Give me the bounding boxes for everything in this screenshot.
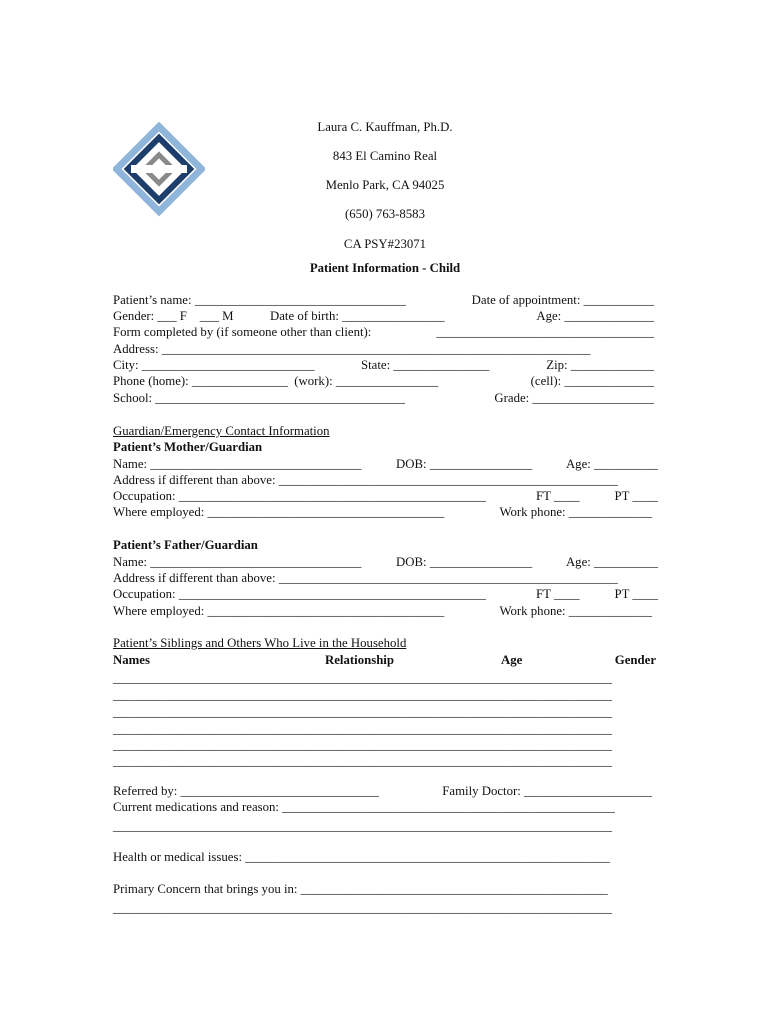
phone-number: (650) 763-8583 <box>345 207 425 221</box>
date-of-birth-field[interactable]: Date of birth: ________________ <box>270 309 445 323</box>
col-header-age: Age <box>501 653 523 667</box>
guardian-section-heading: Guardian/Emergency Contact Information <box>113 424 330 438</box>
grade-field[interactable]: Grade: ___________________ <box>494 391 654 405</box>
concern-continuation-line[interactable]: ______________________________________________________________________________ <box>113 901 613 915</box>
father-heading: Patient’s Father/Guardian <box>113 538 258 552</box>
family-doctor-field[interactable]: Family Doctor: ____________________ <box>442 784 652 798</box>
current-medications-field[interactable]: Current medications and reason: ____________________________________________________ <box>113 800 615 814</box>
license-number: CA PSY#23071 <box>343 237 427 251</box>
age-field[interactable]: Age: ______________ <box>536 309 654 323</box>
mother-name-field[interactable]: Name: _________________________________ <box>113 457 362 471</box>
phone-home-work-field[interactable]: Phone (home): _______________ (work): ________________ <box>113 374 439 388</box>
father-address-field[interactable]: Address if different than above: _____________________________________________________ <box>113 571 618 585</box>
col-header-names: Names <box>113 653 150 667</box>
zip-field[interactable]: Zip: _____________ <box>546 358 654 372</box>
mother-pt-field[interactable]: PT ____ <box>614 489 658 503</box>
father-work-phone-field[interactable]: Work phone: _____________ <box>499 604 652 618</box>
city-field[interactable]: City: ___________________________ <box>113 358 315 372</box>
sibling-row-line[interactable]: ______________________________________________________________________________ <box>113 671 613 685</box>
address-field[interactable]: Address: ___________________________________________________________________ <box>113 342 591 356</box>
father-pt-field[interactable]: PT ____ <box>614 587 658 601</box>
mother-age-field[interactable]: Age: __________ <box>565 457 658 471</box>
mother-employer-field[interactable]: Where employed: _____________________________________ <box>113 505 445 519</box>
father-dob-field[interactable]: DOB: ________________ <box>396 555 533 569</box>
mother-ft-field[interactable]: FT ____ <box>536 489 580 503</box>
sibling-row-line[interactable]: ______________________________________________________________________________ <box>113 722 613 736</box>
father-employer-field[interactable]: Where employed: _____________________________________ <box>113 604 445 618</box>
mother-address-field[interactable]: Address if different than above: _____________________________________________________ <box>113 473 618 487</box>
street-address: 843 El Camino Real <box>332 149 438 163</box>
phone-cell-field[interactable]: (cell): ______________ <box>530 374 654 388</box>
father-name-field[interactable]: Name: _________________________________ <box>113 555 362 569</box>
form-title: Patient Information - Child <box>309 261 461 275</box>
sibling-row-line[interactable]: ______________________________________________________________________________ <box>113 705 613 719</box>
practitioner-name: Laura C. Kauffman, Ph.D. <box>317 120 453 134</box>
state-field[interactable]: State: _______________ <box>361 358 490 372</box>
siblings-section-heading: Patient’s Siblings and Others Who Live in the Household <box>113 636 407 650</box>
mother-dob-field[interactable]: DOB: ________________ <box>396 457 533 471</box>
col-header-relationship: Relationship <box>325 653 394 667</box>
gender-field[interactable]: Gender: ___ F ___ M <box>113 309 234 323</box>
patient-name-field[interactable]: Patient’s name: _________________________________ <box>113 293 406 307</box>
primary-concern-field[interactable]: Primary Concern that brings you in: ________________________________________________ <box>113 882 608 896</box>
mother-occupation-field[interactable]: Occupation: ________________________________________________ <box>113 489 486 503</box>
medications-continuation-line[interactable]: ______________________________________________________________________________ <box>113 819 613 833</box>
practice-logo <box>113 121 205 217</box>
father-ft-field[interactable]: FT ____ <box>536 587 580 601</box>
sibling-row-line[interactable]: ______________________________________________________________________________ <box>113 688 613 702</box>
father-occupation-field[interactable]: Occupation: ________________________________________________ <box>113 587 486 601</box>
mother-work-phone-field[interactable]: Work phone: _____________ <box>499 505 652 519</box>
col-header-gender: Gender <box>614 653 656 667</box>
mother-heading: Patient’s Mother/Guardian <box>113 440 263 454</box>
father-age-field[interactable]: Age: __________ <box>565 555 658 569</box>
sibling-row-line[interactable]: ______________________________________________________________________________ <box>113 754 613 768</box>
form-completed-by-label: Form completed by (if someone other than client): <box>113 325 372 339</box>
health-issues-field[interactable]: Health or medical issues: _________________________________________________________ <box>113 850 610 864</box>
city-state-zip: Menlo Park, CA 94025 <box>325 178 445 192</box>
sibling-row-line[interactable]: ______________________________________________________________________________ <box>113 738 613 752</box>
form-completed-by-field[interactable]: __________________________________ <box>436 325 654 339</box>
school-field[interactable]: School: _______________________________________ <box>113 391 405 405</box>
appointment-date-field[interactable]: Date of appointment: ___________ <box>471 293 654 307</box>
referred-by-field[interactable]: Referred by: _______________________________ <box>113 784 379 798</box>
